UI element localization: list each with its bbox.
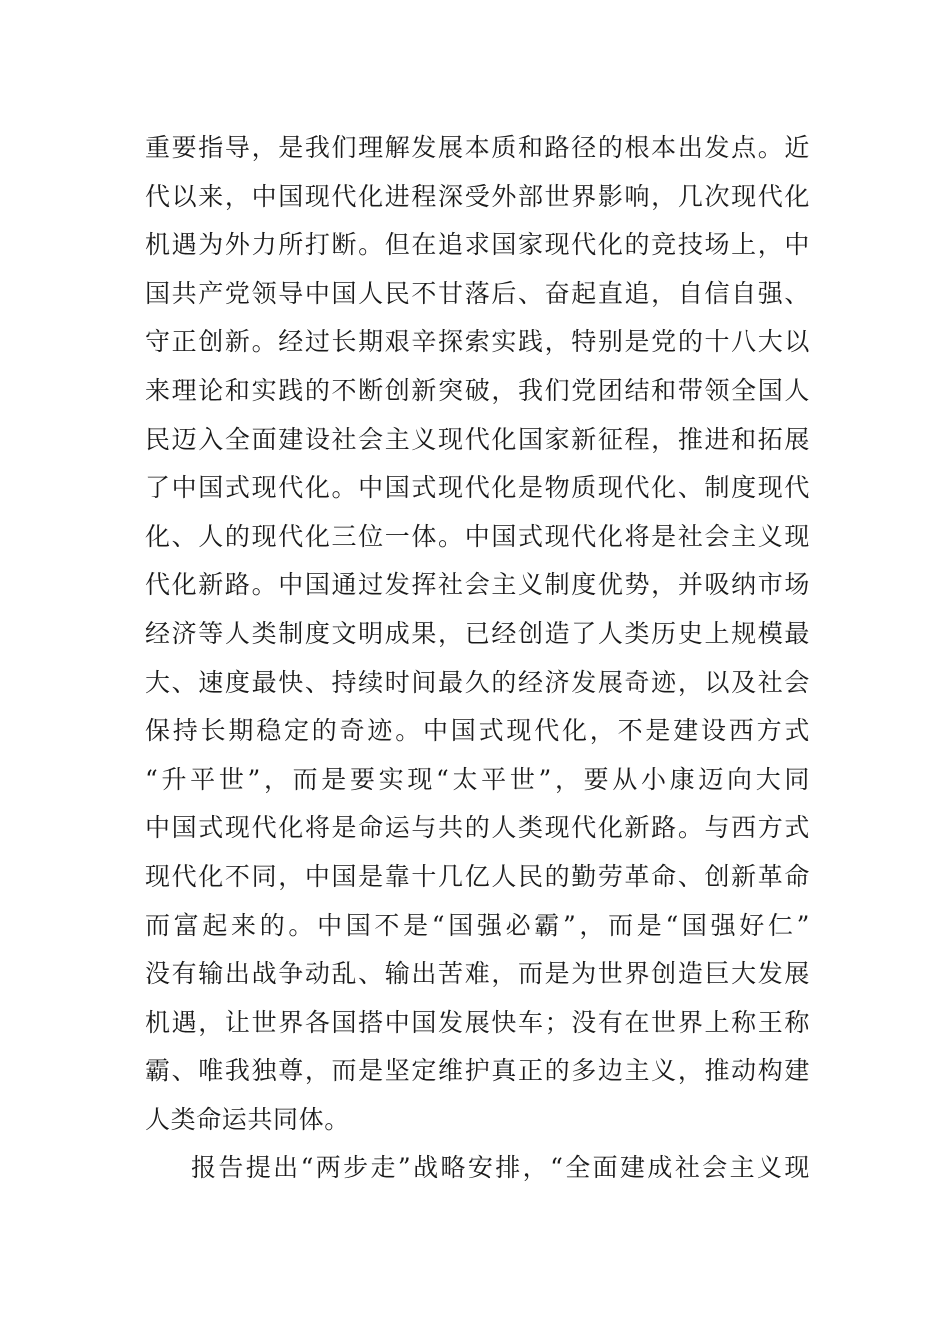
text-line: 重要指导，是我们理解发展本质和路径的根本出发点。近 [145,133,810,162]
text-line: 现代化不同，中国是靠十几亿人民的勤劳革命、创新革命 [145,861,810,891]
text-line: 守正创新。经过长期艰辛探索实践，特别是党的十八大以 [145,327,810,357]
text-line-paragraph-end: 人类命运共同体。 [145,1104,350,1134]
text-line: 代化新路。中国通过发挥社会主义制度优势，并吸纳市场 [145,570,810,600]
text-line: 了中国式现代化。中国式现代化是物质现代化、制度现代 [145,473,810,503]
text-line: 国共产党领导中国人民不甘落后、奋起直追，自信自强、 [145,278,810,308]
text-line: 保持长期稳定的奇迹。中国式现代化，不是建设西方式 [145,716,810,746]
text-line-paragraph-start: 报告提出“两步走”战略安排，“全面建成社会主义现 [191,1153,810,1183]
text-line: 中国式现代化将是命运与共的人类现代化新路。与西方式 [145,813,810,843]
text-line: 民迈入全面建设社会主义现代化国家新征程，推进和拓展 [145,424,810,454]
text-line: 化、人的现代化三位一体。中国式现代化将是社会主义现 [145,521,810,551]
text-line: 经济等人类制度文明成果，已经创造了人类历史上规模最 [145,618,810,648]
body-text [145,124,810,1193]
text-line: 没有输出战争动乱、输出苦难，而是为世界创造巨大发展 [145,959,810,989]
text-line: 霸、唯我独尊，而是坚定维护真正的多边主义，推动构建 [145,1056,810,1086]
text-line: 大、速度最快、持续时间最久的经济发展奇迹，以及社会 [145,667,810,697]
text-line: 来理论和实践的不断创新突破，我们党团结和带领全国人 [145,375,810,405]
text-line: 机遇为外力所打断。但在追求国家现代化的竞技场上，中 [145,230,810,260]
text-line: 代以来，中国现代化进程深受外部世界影响，几次现代化 [145,181,810,211]
text-line: “升平世”，而是要实现“太平世”，要从小康迈向大同 [145,764,810,794]
text-line: 机遇，让世界各国搭中国发展快车；没有在世界上称王称 [145,1007,810,1037]
text-line: 而富起来的。中国不是“国强必霸”，而是“国强好仁” [145,910,810,940]
